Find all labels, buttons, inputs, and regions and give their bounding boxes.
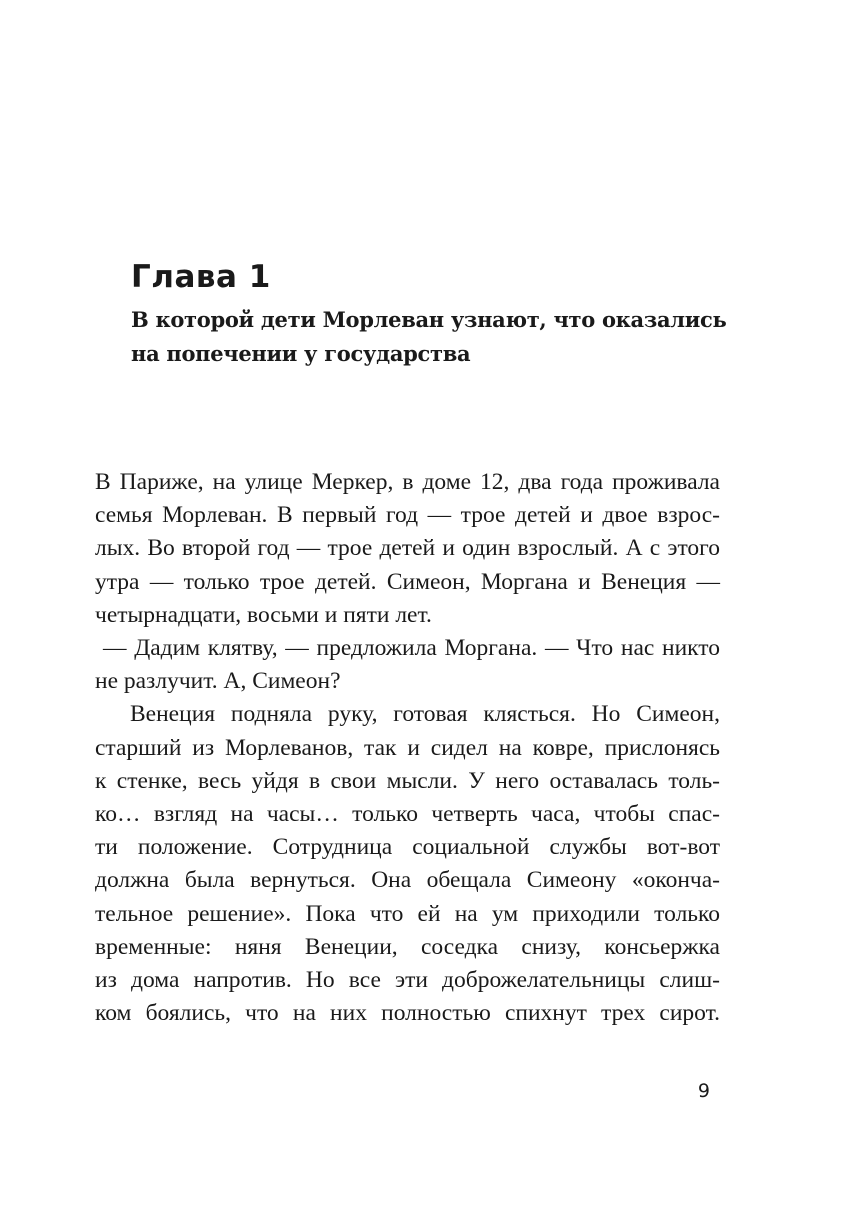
- text-line: четырнадцати, восьми и пяти лет.: [95, 601, 432, 628]
- text-line: Венеция подняла руку, готовая клясться. Но Симеон,: [130, 701, 720, 728]
- page-number: 9: [697, 1080, 710, 1102]
- text-line: должна была вернуться. Она обещала Симеону «оконча-: [95, 867, 720, 894]
- text-line: из дома напротив. Но все эти доброжелательницы слиш-: [95, 967, 720, 994]
- chapter-title: Глава 1: [131, 259, 271, 295]
- text-line: тельное решение». Пока что ей на ум приходили только: [95, 900, 720, 927]
- text-line: лых. Во второй год — трое детей и один взрослый. А с этого: [95, 535, 720, 562]
- text-line: семья Морлеван. В первый год — трое детей и двое взрос-: [95, 502, 720, 529]
- body-text: [95, 466, 720, 1030]
- text-line: ко… взгляд на часы… только четверть часа, чтобы спас-: [95, 801, 720, 828]
- text-line: к стенке, весь уйдя в свои мысли. У него оставалась толь-: [95, 767, 720, 794]
- chapter-subtitle-line: В которой дети Морлеван узнают, что оказались: [131, 307, 727, 332]
- text-line: временные: няня Венеции, соседка снизу, консьержка: [95, 933, 720, 960]
- text-line: ти положение. Сотрудница социальной службы вот-вот: [95, 834, 720, 861]
- chapter-subtitle-line: на попечении у государства: [131, 341, 471, 366]
- text-line: утра — только трое детей. Симеон, Моргана и Венеция —: [95, 568, 720, 595]
- text-line: — Дадим клятву, — предложила Моргана. — Что нас никто: [103, 635, 720, 662]
- chapter-heading: [131, 255, 731, 371]
- text-line: ком боялись, что на них полностью спихнут трех сирот.: [95, 1000, 720, 1027]
- chapter-subtitle: [131, 303, 731, 371]
- text-line: В Париже, на улице Меркер, в доме 12, два года проживала: [95, 469, 720, 495]
- text-line: старший из Морлеванов, так и сидел на ковре, прислонясь: [95, 734, 720, 761]
- text-line: не разлучит. А, Симеон?: [95, 668, 341, 695]
